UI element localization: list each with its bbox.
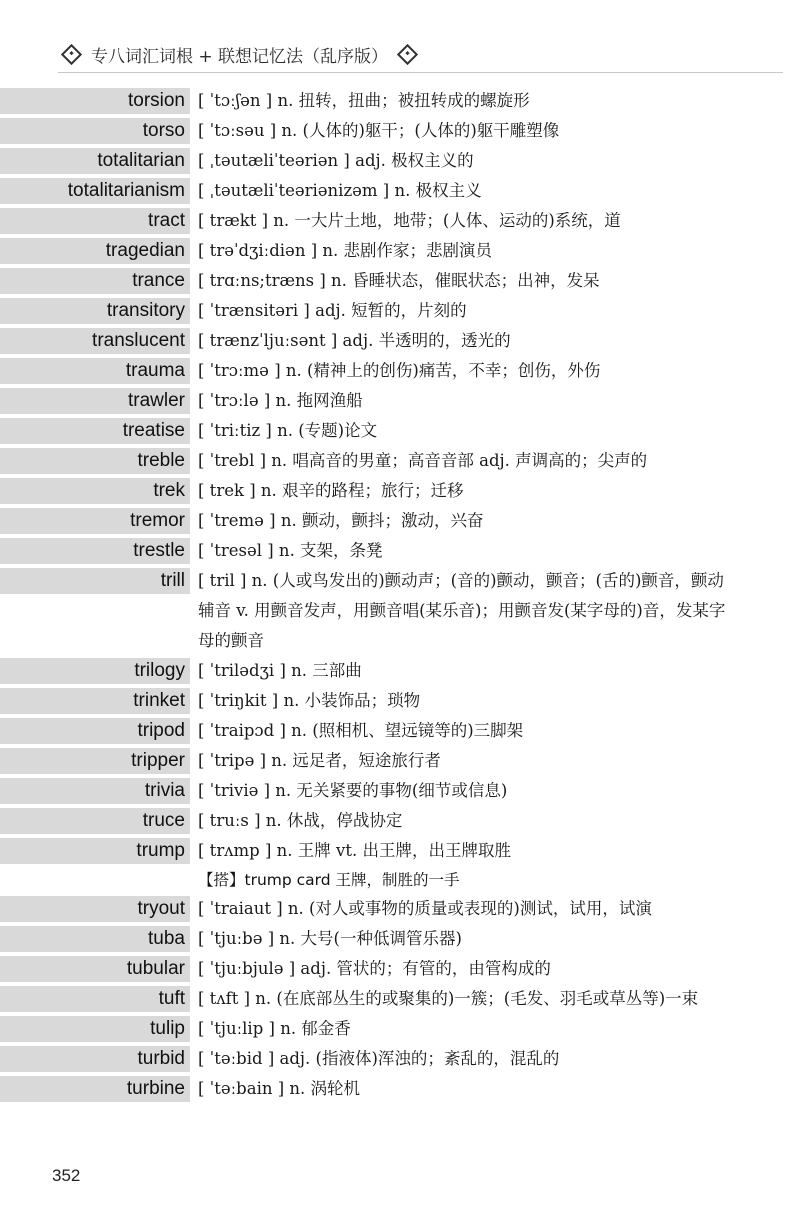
definition: [ trækt ] n. 一大片土地，地带；(人体、运动的)系统，道	[198, 211, 621, 230]
headword: trance	[0, 268, 190, 294]
headword: tryout	[0, 896, 190, 922]
definition: [ ˈtəːbain ] n. 涡轮机	[198, 1079, 361, 1098]
definition: [ ˈtrɔːmə ] n. (精神上的创伤)痛苦，不幸；创伤，外伤	[198, 361, 601, 380]
headword: turbine	[0, 1076, 190, 1102]
entry-row	[0, 476, 800, 506]
entry-row	[0, 776, 800, 806]
entry-row	[0, 386, 800, 416]
headword: tragedian	[0, 238, 190, 264]
definition: [ tʌft ] n. (在底部丛生的或聚集的)一簇；(毛发、羽毛或草丛等)一束	[198, 989, 699, 1008]
headword: torso	[0, 118, 190, 144]
definition: [ ˈtremə ] n. 颤动，颤抖；激动，兴奋	[198, 511, 484, 530]
headword: tulip	[0, 1016, 190, 1042]
headword: trivia	[0, 778, 190, 804]
collocation-note: 【搭】trump card 王牌，制胜的一手	[198, 871, 460, 889]
definition: [ trəˈdʒiːdiən ] n. 悲剧作家；悲剧演员	[198, 241, 492, 260]
headword: translucent	[0, 328, 190, 354]
entry-row	[0, 86, 800, 116]
entry-row	[0, 1044, 800, 1074]
headword: transitory	[0, 298, 190, 324]
definition: [ trænzˈljuːsənt ] adj. 半透明的，透光的	[198, 331, 511, 350]
definition: [ ˈtriŋkit ] n. 小装饰品；琐物	[198, 691, 421, 710]
entry-row	[0, 686, 800, 716]
definition: [ ˈtjuːbə ] n. 大号(一种低调管乐器)	[198, 929, 462, 948]
header-divider	[58, 72, 783, 73]
headword: trinket	[0, 688, 190, 714]
headword: tract	[0, 208, 190, 234]
headword: trawler	[0, 388, 190, 414]
entry-row	[0, 206, 800, 236]
entry-row	[0, 296, 800, 326]
definition: [ ˌtəutæliˈteəriənizəm ] n. 极权主义	[198, 181, 482, 200]
definition: [ ˈtɔːʃən ] n. 扭转，扭曲；被扭转成的螺旋形	[198, 91, 530, 110]
entry-row	[0, 506, 800, 536]
entry-row	[0, 894, 800, 924]
definition: [ ˈtrænsitəri ] adj. 短暂的，片刻的	[198, 301, 467, 320]
entry-row	[0, 176, 800, 206]
headword: turbid	[0, 1046, 190, 1072]
entry-row	[0, 746, 800, 776]
page-number: 352	[52, 1166, 81, 1185]
entry-row	[0, 806, 800, 836]
entry-row	[0, 1074, 800, 1104]
entry-row	[0, 236, 800, 266]
definition: [ ˌtəutæliˈteəriən ] adj. 极权主义的	[198, 151, 474, 170]
entry-row	[0, 116, 800, 146]
headword: totalitarian	[0, 148, 190, 174]
running-header	[58, 42, 421, 67]
definition: [ trɑːns;træns ] n. 昏睡状态，催眠状态；出神，发呆	[198, 271, 600, 290]
headword: truce	[0, 808, 190, 834]
entry-row	[0, 924, 800, 954]
headword: tripper	[0, 748, 190, 774]
headword: trump	[0, 838, 190, 864]
entry-list	[0, 86, 800, 1104]
headword: tubular	[0, 956, 190, 982]
headword: treble	[0, 448, 190, 474]
definition: [ tril ] n. (人或鸟发出的)颤动声；(音的)颤动，颤音；(舌的)颤音，颤动辅音 v. 用颤音发声，用颤音唱(某乐音)；用颤音发(某字母的)音，发某字母的颤音	[198, 571, 726, 650]
definition: [ ˈtəːbid ] adj. (指液体)浑浊的；紊乱的，混乱的	[198, 1049, 560, 1068]
definition: [ ˈtresəl ] n. 支架，条凳	[198, 541, 383, 560]
entry-row	[0, 984, 800, 1014]
definition: [ trek ] n. 艰辛的路程；旅行；迁移	[198, 481, 464, 500]
headword: tuba	[0, 926, 190, 952]
headword: trill	[0, 568, 190, 594]
headword: tripod	[0, 718, 190, 744]
diamond-icon	[397, 44, 418, 65]
entry-row	[0, 1014, 800, 1044]
entry-row	[0, 266, 800, 296]
headword: torsion	[0, 88, 190, 114]
entry-row	[0, 656, 800, 686]
definition: [ ˈtrilədʒi ] n. 三部曲	[198, 661, 362, 680]
headword: treatise	[0, 418, 190, 444]
entry-row	[0, 146, 800, 176]
definition: [ ˈtraipɔd ] n. (照相机、望远镜等的)三脚架	[198, 721, 524, 740]
headword: trauma	[0, 358, 190, 384]
headword: trilogy	[0, 658, 190, 684]
header-title: 专八词汇词根 + 联想记忆法（乱序版）	[91, 47, 389, 67]
entry-row	[0, 416, 800, 446]
headword: tuft	[0, 986, 190, 1012]
definition: [ ˈtriːtiz ] n. (专题)论文	[198, 421, 378, 440]
definition: [ ˈtrɔːlə ] n. 拖网渔船	[198, 391, 363, 410]
entry-row	[0, 356, 800, 386]
definition: [ ˈtjuːbjulə ] adj. 管状的；有管的，由管构成的	[198, 959, 551, 978]
headword: trek	[0, 478, 190, 504]
entry-row	[0, 836, 800, 866]
definition: [ trʌmp ] n. 王牌 vt. 出王牌，出王牌取胜	[198, 841, 511, 860]
entry-row	[0, 954, 800, 984]
headword: trestle	[0, 538, 190, 564]
definition: [ ˈtraiaut ] n. (对人或事物的质量或表现的)测试，试用，试演	[198, 899, 652, 918]
definition: [ truːs ] n. 休战，停战协定	[198, 811, 403, 830]
definition: [ ˈtjuːlip ] n. 郁金香	[198, 1019, 351, 1038]
headword: totalitarianism	[0, 178, 190, 204]
entry-row	[0, 566, 800, 656]
diamond-icon	[61, 44, 82, 65]
definition: [ ˈtripə ] n. 远足者，短途旅行者	[198, 751, 441, 770]
headword: tremor	[0, 508, 190, 534]
entry-row	[0, 536, 800, 566]
entry-row	[0, 716, 800, 746]
entry-row	[0, 446, 800, 476]
definition: [ ˈtriviə ] n. 无关紧要的事物(细节或信息)	[198, 781, 508, 800]
entry-row	[0, 326, 800, 356]
definition: [ ˈtɔːsəu ] n. (人体的)躯干；(人体的)躯干雕塑像	[198, 121, 560, 140]
definition: [ ˈtrebl ] n. 唱高音的男童；高音音部 adj. 声调高的；尖声的	[198, 451, 648, 470]
